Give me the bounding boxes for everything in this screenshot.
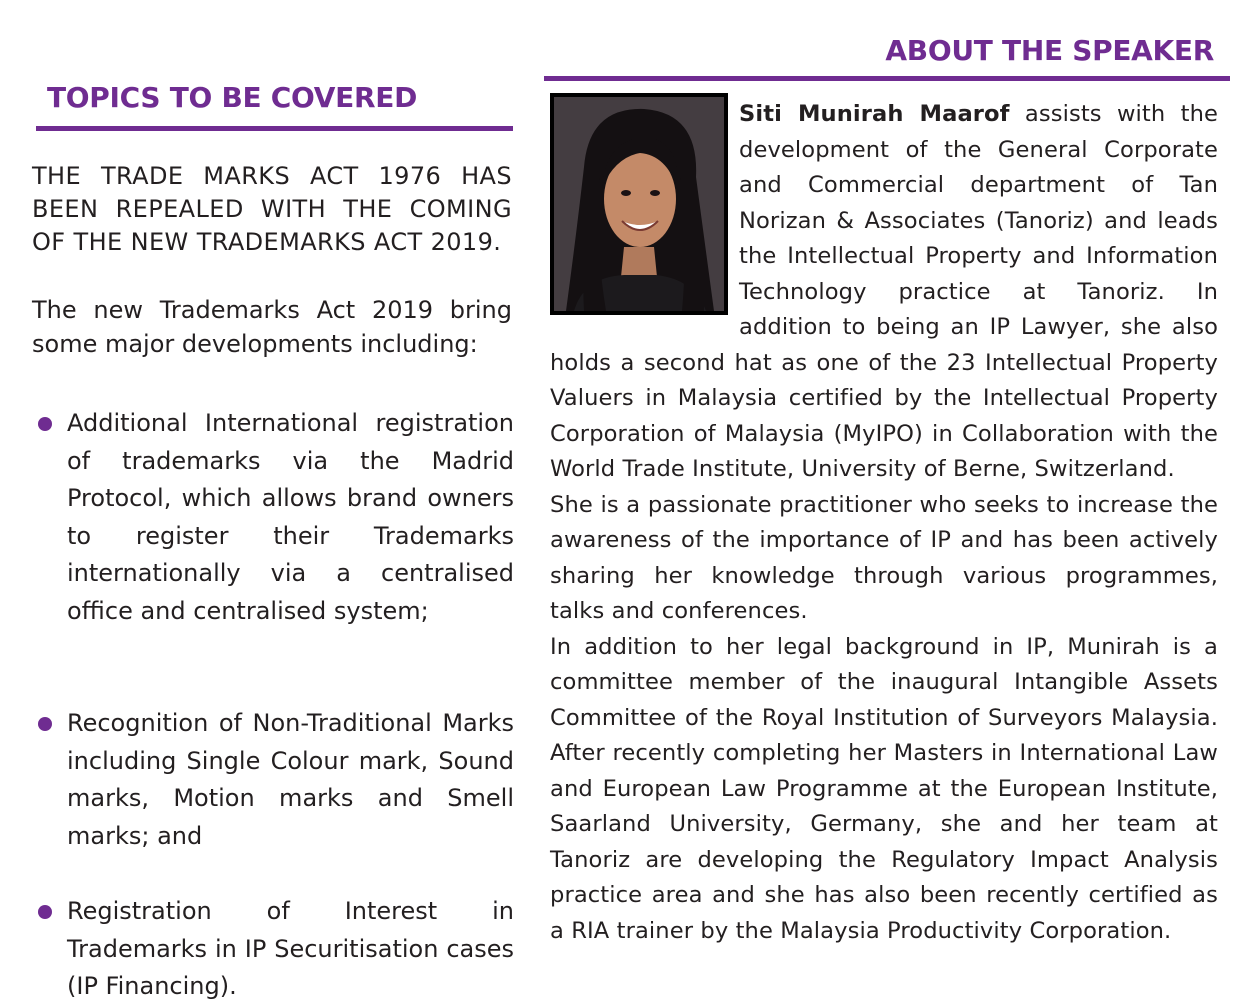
bio-paragraph-3: In addition to her legal background in IP, Munirah is a committee member of the inaugural Intangible Assets Committee of the Royal Institution of Surveyors Malaysia. After recently completing her Masters in International Law and European Law Programme at the European Institute, Saarland University, Germany, she and her team at Tanoriz are developing the Regulatory Impact Analysis practice area and she has also been recently certified as a RIA trainer by the Malaysia Productivity Corporation.: [550, 633, 1218, 944]
speaker-bio: [550, 97, 1218, 949]
speaker-name: Siti Munirah Maarof: [739, 101, 1010, 127]
topics-bullet-list: [36, 405, 514, 1000]
bullet-dot-icon: [38, 717, 52, 731]
bio-paragraph-2: She is a passionate practitioner who seeks to increase the awareness of the importance of IP and has been actively sharing her knowledge through various programmes, talks and conferences.: [550, 491, 1218, 624]
topics-heading: TOPICS TO BE COVERED: [47, 81, 418, 114]
list-item: [36, 893, 514, 1000]
speaker-heading: ABOUT THE SPEAKER: [885, 34, 1214, 67]
bullet-text: Recognition of Non-Traditional Marks including Single Colour mark, Sound marks, Motion marks and Smell marks; and: [67, 709, 514, 850]
bio-text-1: assists with the development of the General Corporate and Commercial department of Tan Norizan & Associates (Tanoriz) and leads the Intellectual Property and Information Technology practice at Tanoriz. In addition to being an IP Lawyer, she also holds a second hat as one of the 23 Intellectual Property Valuers in Malaysia certified by the Intellectual Property Corporation of Malaysia (MyIPO) in Collaboration with the World Trade Institute, University of Berne, Switzerland.: [550, 101, 1218, 482]
bullet-text: Additional International registration of trademarks via the Madrid Protocol, which allows brand owners to register their Trademarks internationally via a centralised office and centralised system;: [67, 409, 514, 625]
clipped-text-fragment: [40, 0, 1220, 8]
list-item: [36, 705, 514, 893]
topics-divider: [36, 126, 513, 131]
bullet-dot-icon: [38, 417, 52, 431]
bullet-text: Registration of Interest in Trademarks in IP Securitisation cases (IP Financing).: [67, 897, 514, 1000]
speaker-portrait-icon: [550, 93, 728, 315]
speaker-divider: [544, 76, 1230, 81]
list-item: [36, 405, 514, 705]
topics-intro-caps: THE TRADE MARKS ACT 1976 HAS BEEN REPEALED WITH THE COMING OF THE NEW TRADEMARKS ACT 2019.: [32, 162, 512, 256]
bullet-dot-icon: [38, 905, 52, 919]
topics-intro-paragraph: The new Trademarks Act 2019 bring some major developments including:: [32, 296, 512, 358]
